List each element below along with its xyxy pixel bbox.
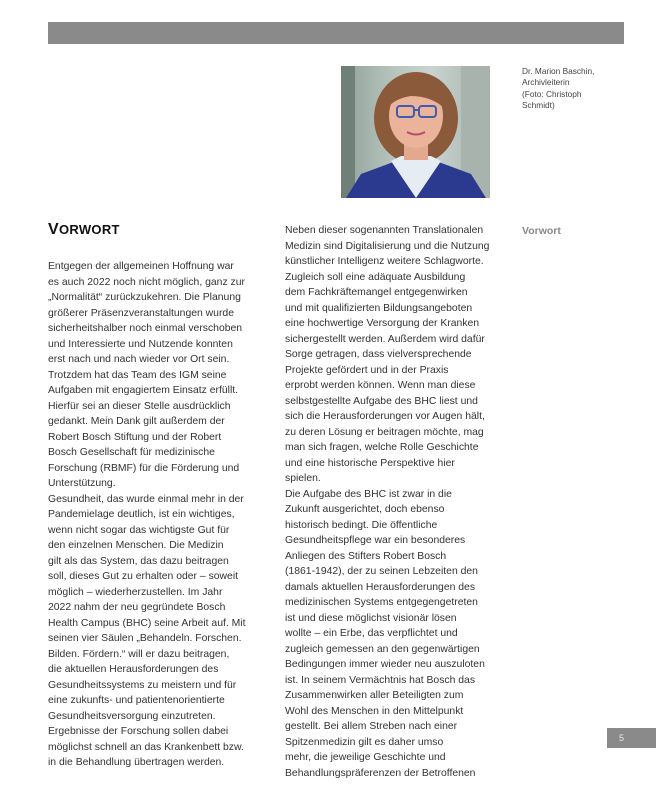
text-line: und mit qualifizierten Bildungsangeboten — [285, 302, 473, 314]
text-line: die aktuellen Herausforderungen des — [48, 664, 219, 675]
text-line: es auch 2022 noch nicht möglich, ganz zur — [48, 276, 245, 288]
text-line: Robert Bosch Stiftung und der Robert — [48, 431, 222, 443]
text-line: wollte – ein Erbe, das verpflichtet und — [285, 628, 458, 639]
caption-line: Dr. Marion Baschin, — [522, 66, 595, 76]
text-line: größerer Präsenzveranstaltungen wurde — [48, 307, 234, 319]
text-line: Medizin sind Digitalisierung und die Nutzung — [285, 240, 490, 252]
text-line: Zusammenwirken aller Beteiligten zum — [285, 690, 464, 701]
text-line: spielen. — [285, 473, 321, 484]
text-line: zu deren Lösung er beitragen möchte, mag — [285, 426, 484, 438]
text-line: erprobt werden können. Wenn man diese — [285, 380, 476, 391]
text-line: Zukunft ausgerichtet, doch ebenso — [285, 504, 445, 515]
portrait-illustration — [341, 66, 490, 198]
text-line: und eine historische Perspektive hier — [285, 457, 455, 469]
text-line: Gesundheit, das wurde einmal mehr in der — [48, 493, 244, 505]
text-line: Gesundheitssystems zu meistern und für — [48, 679, 237, 691]
text-line: Pandemielage deutlich, ist ein wichtiges, — [48, 509, 235, 520]
text-line: sicherheitshalber noch einmal verschoben — [48, 323, 243, 334]
text-line: gedankt. Mein Dank gilt außerdem der — [48, 416, 225, 427]
text-line: seinen vier Säulen „Behandeln. Forschen. — [48, 633, 242, 644]
text-line: Gesundheitsversorgung einzutreten. — [48, 710, 216, 722]
text-line: und Interessierte und Nutzende konnten — [48, 338, 233, 350]
text-line: ist. In seinem Vermächtnis hat Bosch das — [285, 674, 476, 686]
text-line: mehr, die jeweilige Geschichte und — [285, 752, 446, 763]
text-line: dem Fachkräftemangel entgegenwirken — [285, 287, 468, 298]
text-line: in die Behandlung übertragen werden. — [48, 757, 225, 768]
text-line: sichergestellt werden. Außerdem wird dafür — [285, 333, 485, 345]
text-line: Neben dieser sogenannten Translationalen — [285, 225, 484, 236]
text-line: Entgegen der allgemeinen Hoffnung war — [48, 261, 234, 272]
text-line: man sich fragen, welche Rolle Geschichte — [285, 442, 479, 453]
page-number-text: 5 — [619, 733, 625, 743]
text-line: ist und diese möglichst visionär lösen — [285, 612, 457, 624]
text-line: Bosch Gesellschaft für medizinische — [48, 447, 215, 458]
header-bar — [48, 22, 624, 44]
text-line: gilt als das System, das dazu beitragen — [48, 555, 229, 567]
text-line: möglich – wiederherzustellen. Im Jahr — [48, 586, 223, 598]
text-line: Bilden. Fördern.“ will er dazu beitragen, — [48, 648, 230, 660]
text-line: soll, dieses Gut zu erhalten oder – soweit — [48, 571, 239, 582]
text-line: Sorge getragen, dass vielversprechende — [285, 349, 472, 360]
text-line: Behandlungspräferenzen der Betroffenen — [285, 767, 476, 779]
text-line: Health Campus (BHC) seine Arbeit auf. Mit — [48, 617, 246, 629]
text-line: eine zukunfts- und patientenorientierte — [48, 695, 225, 706]
left-text-column — [48, 259, 270, 771]
caption-line: Archivleiterin — [522, 77, 570, 88]
text-line: möglichst schnell an das Krankenbett bzw. — [48, 741, 244, 753]
text-line: Bedingungen immer wieder neu auszuloten — [285, 659, 485, 670]
text-line: medizinischen Systems entgegengetreten — [285, 597, 478, 608]
text-line: Hierfür sei an dieser Stelle ausdrücklich — [48, 400, 231, 412]
text-line: eine hochwertige Versorgung der Kranken — [285, 318, 480, 329]
text-line: damals aktuellen Herausforderungen des — [285, 581, 476, 593]
text-line: Aufgaben mit engagiertem Einsatz erfüllt. — [48, 385, 239, 396]
text-line: wenn nicht sogar das wichtigste Gut für — [48, 524, 230, 536]
text-line: Forschung (RBMF) für die Förderung und — [48, 462, 240, 474]
text-line: Projekte gefördert und in der Praxis — [285, 364, 449, 376]
caption-line: (Foto: Christoph — [522, 88, 582, 99]
text-line: sich die Herausforderungen vor Augen hält, — [285, 411, 485, 422]
heading-initial: V — [48, 221, 59, 238]
right-text-column — [285, 223, 510, 781]
section-heading — [48, 221, 120, 239]
page-number — [607, 728, 656, 748]
photo-caption — [522, 66, 632, 111]
text-line: erst nach und nach wieder vor Ort sein. — [48, 354, 230, 365]
text-line: (1861-1942), der zu seinen Lebzeiten den — [285, 566, 478, 577]
text-line: „Normalität“ zurückzukehren. Die Planung — [48, 292, 241, 303]
heading-rest: ORWORT — [58, 222, 120, 237]
text-line: selbstgestellte Aufgabe des BHC liest und — [285, 395, 478, 407]
text-line: Anliegen des Stifters Robert Bosch — [285, 550, 447, 562]
text-line: Trotzdem hat das Team des IGM seine — [48, 369, 227, 381]
text-line: Spitzenmedizin gilt es daher umso — [285, 736, 444, 748]
caption-line: Schmidt) — [522, 99, 555, 110]
text-line: künstlicher Intelligenz weitere Schlagworte. — [285, 256, 484, 267]
text-line: gestellt. Bei allem Streben nach einer — [285, 721, 458, 732]
portrait-photo — [341, 66, 490, 198]
text-line: den einzelnen Menschen. Die Medizin — [48, 540, 224, 551]
text-line: zugleich gemessen an den gegenwärtigen — [285, 643, 480, 655]
text-line: 2022 nahm der neu gegründete Bosch — [48, 602, 226, 613]
text-line: Die Aufgabe des BHC ist zwar in die — [285, 488, 452, 500]
text-line: historisch bedingt. Die öffentliche — [285, 519, 438, 531]
text-line: Zugleich soll eine adäquate Ausbildung — [285, 271, 466, 283]
text-line: Ergebnisse der Forschung sollen dabei — [48, 726, 229, 737]
side-section-label: Vorwort — [522, 225, 561, 237]
text-line: Wohl des Menschen in den Mittelpunkt — [285, 705, 464, 717]
text-line: Gesundheitspflege war ein besonderes — [285, 535, 466, 546]
text-line: Unterstützung. — [48, 478, 116, 489]
